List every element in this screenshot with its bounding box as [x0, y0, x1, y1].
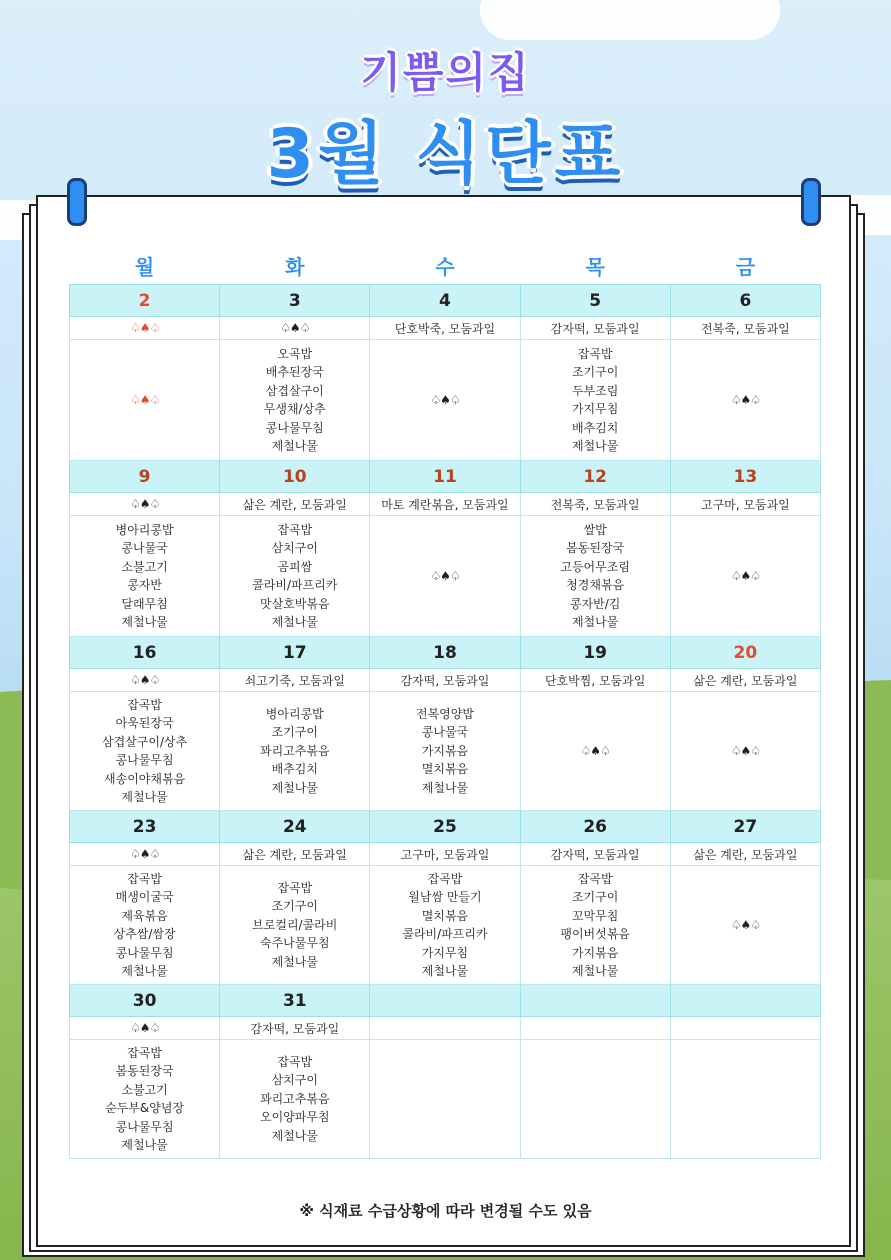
- snack-cell: [370, 493, 520, 516]
- meal-row: [70, 340, 821, 461]
- weekday-tue: 화: [285, 254, 305, 279]
- weekday-mon: 월: [134, 254, 155, 279]
- meal-cell: [520, 1040, 670, 1159]
- meal-item: 제육볶음: [121, 908, 168, 923]
- snack-cell: [220, 493, 370, 516]
- date-number: 2: [70, 285, 220, 317]
- meal-cell: [370, 692, 520, 811]
- meal-row: [70, 516, 821, 637]
- date-number: 3: [220, 285, 370, 317]
- meal-item: 가지볶음: [421, 743, 469, 758]
- meal-item: 청경채볶음: [566, 578, 625, 592]
- spade-icon: ♤♠♤: [129, 392, 160, 407]
- meal-item: 조기구이: [571, 890, 619, 904]
- meal-item: 멸치볶음: [421, 762, 469, 777]
- meal-cell: [220, 1040, 370, 1159]
- weekday-header-row: [70, 246, 821, 285]
- meal-item: 팽이버섯볶음: [560, 927, 630, 941]
- meal-cell: [220, 516, 370, 637]
- meal-item: 꼬막무침: [571, 908, 619, 923]
- binder-ring-left: [67, 178, 87, 226]
- spade-icon: ♤♠♤: [129, 497, 160, 511]
- meal-item: 달래무침: [121, 596, 168, 611]
- meal-item: 잡곡밥: [127, 871, 162, 886]
- snack-cell: [670, 1017, 820, 1040]
- meal-item: 아욱된장국: [115, 716, 174, 730]
- meal-item: 꽈리고추볶음: [260, 1091, 330, 1106]
- meal-item: 제철나물: [571, 439, 619, 453]
- meal-cell: [70, 340, 220, 461]
- meal-item: 콜라비/파프리카: [402, 927, 488, 941]
- snack-text: 감자떡, 모둠과일: [400, 673, 490, 688]
- meal-cell: [370, 516, 520, 637]
- spade-icon: ♤♠♤: [129, 673, 160, 687]
- meal-item: 맛살호박볶음: [260, 596, 330, 611]
- meal-item: 삼치구이: [271, 1073, 318, 1088]
- date-number: 27: [670, 811, 820, 843]
- meal-item: 브로컬리/콜라비: [252, 917, 338, 932]
- meal-cell: [70, 866, 220, 985]
- binder-ring-right: [801, 178, 821, 226]
- meal-item: 가지볶음: [571, 945, 619, 960]
- meal-cell: [70, 692, 220, 811]
- meal-item: 콩자반/김: [569, 596, 621, 611]
- date-row: [70, 461, 821, 493]
- meal-cell: [370, 1040, 520, 1159]
- meal-item: 잡곡밥: [577, 871, 613, 886]
- snack-cell: [670, 493, 820, 516]
- meal-item: 제철나물: [121, 1138, 168, 1152]
- meal-item: 잡곡밥: [127, 1045, 162, 1060]
- date-number: 16: [70, 637, 220, 669]
- meal-item: 콩나물무침: [115, 945, 174, 960]
- meal-item: 봄동된장국: [115, 1064, 174, 1078]
- meal-item: 콩나물무침: [115, 753, 174, 767]
- meal-item: 상추쌈/쌈장: [113, 927, 176, 941]
- date-number: 10: [220, 461, 370, 493]
- meal-item: 무생채/상추: [263, 402, 326, 416]
- snack-cell: [70, 669, 220, 692]
- spade-icon: ♤♠♤: [430, 392, 460, 407]
- meal-item: 잡곡밥: [277, 1054, 313, 1069]
- meal-item: 제철나물: [121, 964, 168, 978]
- date-number: 30: [70, 985, 220, 1017]
- meal-item: 제철나물: [271, 780, 318, 795]
- meal-item: 잡곡밥: [127, 697, 162, 712]
- meal-item: 새송이야채볶음: [104, 771, 186, 786]
- snack-cell: [220, 1017, 370, 1040]
- snack-cell: [220, 843, 370, 866]
- snack-cell: [70, 1017, 220, 1040]
- meal-item: 삼겹살구이/상추: [101, 734, 188, 749]
- meal-cell: [670, 340, 820, 461]
- snack-cell: [370, 669, 520, 692]
- meal-item: 병아리콩밥: [265, 706, 324, 721]
- meal-item: 숙주나물무침: [260, 936, 330, 951]
- meal-item: 꽈리고추볶음: [260, 743, 330, 758]
- meal-item: 조기구이: [271, 899, 318, 914]
- meal-item: 제철나물: [271, 1128, 318, 1143]
- date-number: 31: [220, 985, 370, 1017]
- meal-item: 오이양파무침: [260, 1110, 330, 1125]
- snack-text: 단호박찜, 모둠과일: [544, 673, 646, 688]
- date-row: [70, 985, 821, 1017]
- date-row: [70, 811, 821, 843]
- snack-cell: [520, 493, 670, 516]
- meal-cell: [70, 516, 220, 637]
- spade-icon: ♤♠♤: [730, 568, 761, 583]
- weekday-wed: 수: [435, 254, 455, 279]
- snack-cell: [520, 317, 670, 340]
- meal-item: 콩나물무침: [265, 420, 324, 435]
- snack-row: [70, 1017, 821, 1040]
- spade-icon: ♤♠♤: [580, 743, 610, 758]
- spade-icon: ♤♠♤: [129, 847, 160, 861]
- meal-row: [70, 692, 821, 811]
- meal-item: 잡곡밥: [277, 522, 313, 537]
- snack-text: 감자떡, 모둠과일: [550, 847, 640, 862]
- meal-row: [70, 866, 821, 985]
- meal-item: 월남쌈 만들기: [408, 890, 482, 904]
- meal-item: 잡곡밥: [277, 880, 313, 895]
- weekday-thu: 목: [585, 254, 605, 279]
- snack-cell: [220, 669, 370, 692]
- snack-cell: [670, 317, 820, 340]
- date-number: 6: [670, 285, 820, 317]
- meal-item: 제철나물: [421, 964, 469, 978]
- date-number: [670, 985, 820, 1017]
- meal-item: 잡곡밥: [577, 346, 613, 361]
- snack-cell: [670, 843, 820, 866]
- snack-row: [70, 843, 821, 866]
- snack-text: 고구마, 모둠과일: [700, 497, 790, 512]
- spade-icon: ♤♠♤: [430, 568, 460, 583]
- meal-cell: [370, 340, 520, 461]
- snack-text: 마토 계란볶음, 모둠과일: [381, 497, 509, 512]
- meal-item: 잡곡밥: [427, 871, 463, 886]
- menu-table: [69, 246, 821, 1159]
- date-number: 23: [70, 811, 220, 843]
- meal-item: 순두부&양념장: [105, 1101, 185, 1115]
- meal-item: 소불고기: [121, 559, 168, 574]
- date-number: 24: [220, 811, 370, 843]
- meal-cell: [220, 340, 370, 461]
- meal-item: 제철나물: [271, 954, 318, 969]
- date-number: 5: [520, 285, 670, 317]
- meal-cell: [370, 866, 520, 985]
- meal-item: 콩자반: [127, 578, 162, 592]
- snack-text: 삶은 계란, 모둠과일: [242, 847, 347, 862]
- date-number: 18: [370, 637, 520, 669]
- spade-icon: ♤♠♤: [280, 321, 310, 335]
- meal-cell: [520, 866, 670, 985]
- snack-text: 고구마, 모둠과일: [400, 847, 490, 862]
- snack-cell: [220, 317, 370, 340]
- date-number: [370, 985, 520, 1017]
- meal-item: 가지무침: [571, 402, 619, 416]
- meal-item: 배추김치: [571, 420, 619, 435]
- spade-icon: ♤♠♤: [730, 917, 761, 932]
- date-number: 11: [370, 461, 520, 493]
- date-number: 12: [520, 461, 670, 493]
- meal-cell: [670, 516, 820, 637]
- date-row: [70, 637, 821, 669]
- meal-item: 봄동된장국: [566, 541, 625, 555]
- meal-row: [70, 1040, 821, 1159]
- meal-item: 조기구이: [271, 725, 318, 740]
- meal-item: 콩나물국: [421, 725, 469, 740]
- date-number: 19: [520, 637, 670, 669]
- meal-item: 고등어무조림: [560, 559, 630, 574]
- snack-text: 감자떡, 모둠과일: [550, 321, 640, 336]
- notice-text: ※ 식재료 수급상황에 따라 변경될 수도 있음: [299, 1202, 592, 1220]
- meal-item: 삼겹살구이: [265, 383, 324, 398]
- meal-item: 콜라비/파프리카: [252, 578, 338, 592]
- meal-cell: [670, 1040, 820, 1159]
- meal-item: 콩나물무침: [115, 1119, 174, 1134]
- snack-row: [70, 493, 821, 516]
- meal-cell: [220, 866, 370, 985]
- meal-item: 제철나물: [571, 615, 619, 629]
- cloud-top: [480, 0, 780, 40]
- meal-cell: [220, 692, 370, 811]
- snack-cell: [520, 669, 670, 692]
- snack-row: [70, 317, 821, 340]
- snack-text: 쇠고기죽, 모둠과일: [244, 673, 345, 688]
- meal-item: 조기구이: [571, 365, 619, 379]
- snack-cell: [520, 843, 670, 866]
- snack-cell: [370, 1017, 520, 1040]
- spade-icon: ♤♠♤: [129, 321, 160, 335]
- snack-cell: [70, 317, 220, 340]
- title-big: 3월 식단표: [266, 115, 625, 194]
- meal-item: 병아리콩밥: [115, 522, 174, 537]
- snack-cell: [370, 317, 520, 340]
- meal-item: 제철나물: [271, 615, 318, 629]
- meal-item: 매생이굴국: [115, 890, 174, 904]
- snack-cell: [670, 669, 820, 692]
- spade-icon: ♤♠♤: [730, 743, 761, 758]
- meal-item: 오곡밥: [277, 346, 313, 361]
- snack-cell: [70, 843, 220, 866]
- spade-icon: ♤♠♤: [129, 1021, 160, 1035]
- meal-cell: [670, 866, 820, 985]
- snack-text: 전복죽, 모둠과일: [550, 497, 640, 512]
- date-number: [520, 985, 670, 1017]
- title-small: 기쁨의집: [360, 48, 531, 97]
- meal-item: 전복영양밥: [415, 706, 474, 721]
- snack-cell: [520, 1017, 670, 1040]
- snack-text: 단호박죽, 모둠과일: [394, 321, 496, 336]
- meal-cell: [520, 692, 670, 811]
- meal-item: 쌀밥: [583, 522, 607, 537]
- meal-cell: [70, 1040, 220, 1159]
- meal-item: 제철나물: [121, 615, 168, 629]
- date-number: 26: [520, 811, 670, 843]
- snack-text: 감자떡, 모둠과일: [250, 1021, 340, 1036]
- meal-item: 두부조림: [571, 383, 619, 398]
- meal-item: 제철나물: [121, 790, 168, 804]
- snack-cell: [370, 843, 520, 866]
- meal-item: 제철나물: [271, 439, 318, 453]
- snack-text: 삶은 계란, 모둠과일: [242, 497, 347, 512]
- meal-item: 배추김치: [271, 762, 318, 777]
- snack-text: 삶은 계란, 모둠과일: [693, 673, 798, 688]
- date-number: 17: [220, 637, 370, 669]
- meal-cell: [520, 340, 670, 461]
- date-number: 13: [670, 461, 820, 493]
- snack-row: [70, 669, 821, 692]
- snack-text: 삶은 계란, 모둠과일: [693, 847, 798, 862]
- date-row: [70, 285, 821, 317]
- meal-cell: [520, 516, 670, 637]
- weekday-fri: 금: [735, 254, 756, 279]
- meal-item: 소불고기: [121, 1082, 168, 1097]
- meal-item: 곰피쌈: [277, 559, 313, 574]
- meal-item: 배추된장국: [265, 365, 324, 379]
- meal-cell: [670, 692, 820, 811]
- meal-item: 콩나물국: [121, 541, 168, 555]
- meal-item: 제철나물: [571, 964, 619, 978]
- meal-item: 가지무침: [421, 945, 469, 960]
- meal-item: 멸치볶음: [421, 908, 469, 923]
- date-number: 20: [670, 637, 820, 669]
- snack-cell: [70, 493, 220, 516]
- meal-item: 제철나물: [421, 780, 469, 795]
- date-number: 9: [70, 461, 220, 493]
- spade-icon: ♤♠♤: [730, 392, 761, 407]
- snack-text: 전복죽, 모둠과일: [700, 321, 790, 336]
- meal-item: 삼치구이: [271, 541, 318, 555]
- date-number: 25: [370, 811, 520, 843]
- date-number: 4: [370, 285, 520, 317]
